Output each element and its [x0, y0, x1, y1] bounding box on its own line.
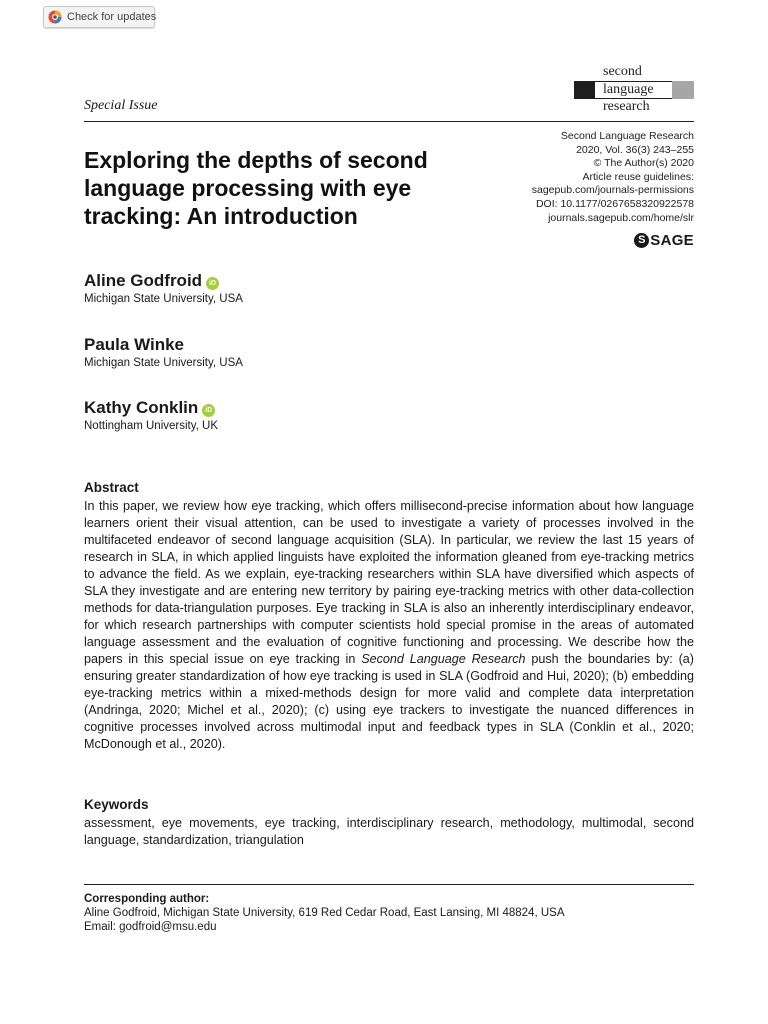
journal-logo: [574, 62, 694, 118]
abstract-heading: Abstract: [84, 480, 139, 495]
author-affiliation: Michigan State University, USA: [84, 293, 243, 305]
author-name: Kathy Conklin iD: [84, 398, 218, 418]
doi[interactable]: DOI: 10.1177/0267658320922578: [535, 197, 694, 210]
author-block: [84, 271, 243, 305]
header-divider: [84, 121, 694, 122]
orcid-icon[interactable]: iD: [202, 404, 215, 417]
author-name: Paula Winke: [84, 335, 184, 354]
journal-name-italic: Second Language Research: [361, 652, 526, 666]
author-affiliation: Nottingham University, UK: [84, 420, 218, 432]
logo-bar-dark: [574, 81, 595, 99]
logo-word-language: language: [603, 82, 654, 97]
update-icon: [48, 10, 62, 24]
sage-wordmark: SAGE: [650, 232, 694, 249]
abstract-body: In this paper, we review how eye tracking, which offers millisecond-precise information about how language learners orient their visual attention, can be used to investigate a variety of processes involved in the multifaceted endeavor of second language acquisition (SLA). In particular, we review the last 15 years of research in SLA, in which applied linguists have exploited the information gleaned from eye-tracking metrics to advance the field. As we explain, eye-tracking researchers within SLA have diversified which aspects of SLA they investigate and are entering new territory by pairing eye-tracking metrics with other data-collection methods for data-triangulation purposes. Eye tracking in SLA is also an inherently interdisciplinary endeavor, for which research partnerships with computer scientists hold special promise in the areas of automated language assessment and the evaluation of cognitive functioning and processing. We describe how the papers in this special issue on eye tracking in Second Language Research push the boundaries by: (a) ensuring greater standardization of how eye tracking is used in SLA (Godfroid and Hui, 2020); (b) embedding eye-tracking metrics within a mixed-methods design for more valid and complete data interpretation (Andringa, 2020; Michel et al., 2020); (c) using eye trackers to investigate the nuanced differences in cognitive processes involved across multimodal input and feedback types in SLA (Conklin et al., 2020; McDonough et al., 2020).: [84, 499, 694, 751]
author-affiliation: Michigan State University, USA: [84, 357, 243, 369]
corresponding-heading: Corresponding author:: [84, 893, 210, 905]
special-issue-label: Special Issue: [84, 98, 158, 113]
reuse-label: Article reuse guidelines:: [582, 170, 694, 183]
corresponding-author: [84, 893, 564, 933]
article-metadata: [532, 130, 694, 225]
author-block: [84, 398, 218, 432]
check-for-updates-label: Check for updates: [67, 11, 157, 23]
journal-home-link[interactable]: journals.sagepub.com/home/slr: [548, 211, 694, 224]
footer-divider: [84, 884, 694, 885]
copyright: © The Author(s) 2020: [593, 157, 694, 170]
author-name: Aline Godfroid iD: [84, 271, 243, 291]
logo-word-research: research: [603, 99, 650, 114]
orcid-icon[interactable]: iD: [206, 277, 219, 290]
logo-word-second: second: [603, 64, 642, 79]
volume-info: 2020, Vol. 36(3) 243–255: [576, 143, 694, 156]
permissions-link[interactable]: sagepub.com/journals-permissions: [531, 184, 694, 197]
sage-logo: [634, 233, 694, 249]
corresponding-address: Aline Godfroid, Michigan State University, 619 Red Cedar Road, East Lansing, MI 48824, USA: [84, 907, 565, 919]
corresponding-email[interactable]: Email: godfroid@msu.edu: [84, 921, 217, 933]
logo-bar-gray: [672, 81, 694, 99]
keywords-heading: Keywords: [84, 797, 149, 812]
keywords-list: assessment, eye movements, eye tracking, interdisciplinary research, methodology, multimodal, second language, standardization, triangulation: [84, 816, 694, 847]
journal-name: Second Language Research: [560, 130, 694, 142]
article-title: Exploring the depths of second language processing with eye tracking: An introduction: [84, 147, 428, 229]
author-block: [84, 335, 243, 369]
sage-s-icon: S: [634, 233, 649, 248]
check-for-updates-button[interactable]: [43, 6, 155, 28]
